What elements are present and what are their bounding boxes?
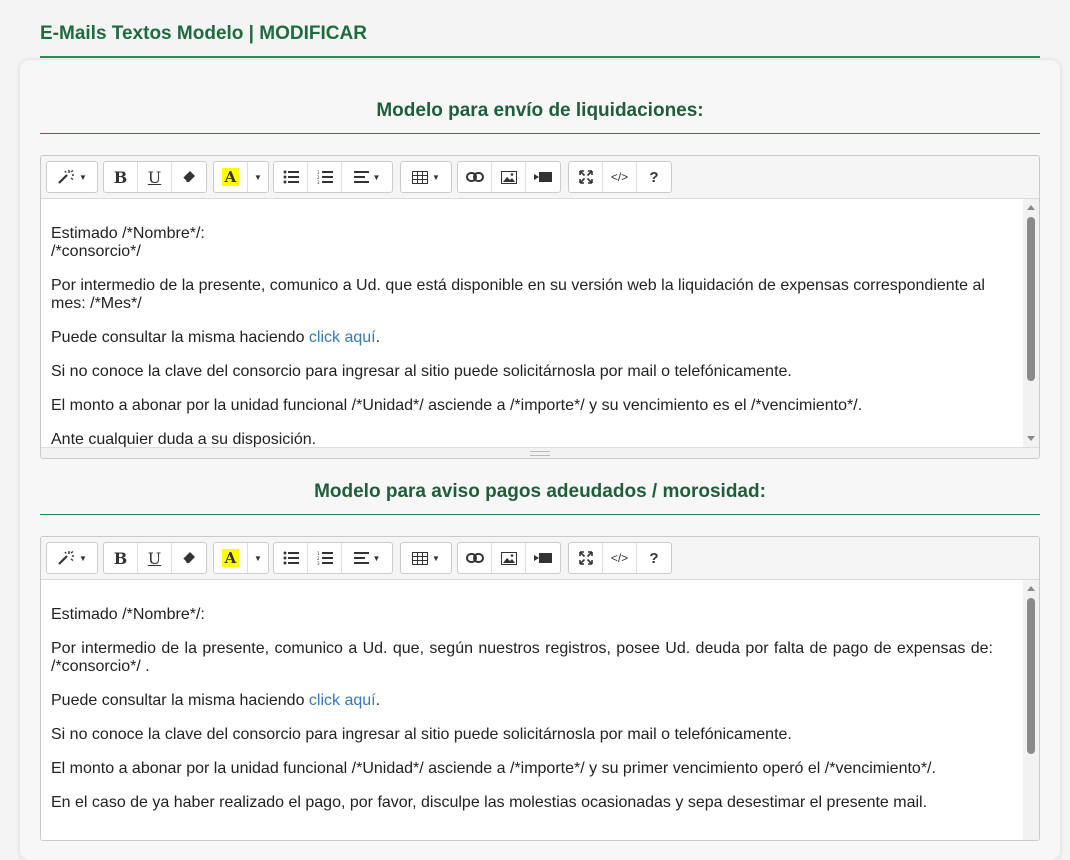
eraser-icon (182, 551, 196, 565)
insert-table-button[interactable] (401, 162, 451, 192)
scroll-up-arrow[interactable] (1027, 205, 1035, 210)
section-divider (40, 133, 1040, 134)
underline-button[interactable]: U (138, 162, 172, 192)
paragraph: Por intermedio de la presente, comunico a Ud. que está disponible en su versión web la liquidación de expensas correspondiente al mes: /*Mes*/ (51, 277, 985, 312)
svg-text:1: 1 (316, 551, 320, 556)
paragraph: Por intermedio de la presente, comunico a Ud. que, según nuestros registros, posee Ud. deuda por falta de pago de expensas de: /*consorcio*/ . (51, 640, 993, 675)
paragraph: Estimado /*Nombre*/: (51, 606, 205, 623)
section-title-liquidaciones: Modelo para envío de liquidaciones: (376, 100, 704, 121)
chevron-down-icon: ▼ (372, 172, 381, 182)
help-icon: ? (649, 168, 659, 186)
align-left-icon (354, 171, 369, 183)
color-group (213, 542, 269, 574)
code-icon: </> (610, 170, 629, 184)
image-icon (501, 552, 517, 565)
style-group (46, 161, 98, 193)
ordered-list-button[interactable] (308, 543, 342, 573)
insert-image-button[interactable] (492, 162, 526, 192)
code-view-button[interactable] (603, 162, 637, 192)
section-title-morosidad: Modelo para aviso pagos adeudados / morosidad: (314, 481, 766, 502)
link-icon (466, 172, 484, 182)
bullet-list-icon (283, 551, 299, 565)
font-group (103, 542, 207, 574)
svg-text:2: 2 (316, 556, 320, 561)
grip-icon (530, 451, 550, 456)
unordered-list-button[interactable] (274, 543, 308, 573)
scroll-thumb[interactable] (1027, 598, 1035, 754)
underline-button[interactable]: U (138, 543, 172, 573)
page-header (40, 20, 1040, 58)
page-title: E-Mails Textos Modelo | MODIFICAR (40, 23, 367, 44)
help-icon: ? (649, 549, 659, 567)
magic-wand-icon (57, 550, 75, 566)
align-left-icon (354, 552, 369, 564)
scroll-thumb[interactable] (1027, 217, 1035, 381)
clear-format-button[interactable] (172, 543, 206, 573)
view-group (568, 542, 672, 574)
svg-text:3: 3 (316, 180, 320, 184)
paragraph-group (273, 542, 393, 574)
paragraph: Puede consultar la misma haciendo click aquí. (51, 692, 381, 709)
section-divider (40, 514, 1040, 515)
editor-content[interactable] (41, 199, 1039, 447)
code-view-button[interactable] (603, 543, 637, 573)
paragraph: Ante cualquier duda a su disposición. (51, 431, 317, 447)
svg-text:1: 1 (316, 170, 320, 175)
insert-link-button[interactable] (458, 162, 492, 192)
insert-video-button[interactable] (526, 543, 560, 573)
eraser-icon (182, 170, 196, 184)
insert-link-button[interactable] (458, 543, 492, 573)
color-dropdown-button[interactable] (248, 543, 268, 573)
click-here-link[interactable]: click aquí (308, 692, 376, 709)
align-button[interactable] (342, 162, 392, 192)
chevron-down-icon: ▼ (432, 172, 440, 182)
link-icon (466, 553, 484, 563)
paragraph-group (273, 161, 393, 193)
insert-group (457, 542, 561, 574)
numbered-list-icon (317, 170, 333, 184)
fullscreen-icon (579, 551, 593, 565)
help-button[interactable] (637, 162, 671, 192)
paragraph: El monto a abonar por la unidad funcional /*Unidad*/ asciende a /*importe*/ y su vencimiento es el /*vencimiento*/. (51, 397, 863, 414)
bold-button[interactable]: B (104, 162, 138, 192)
clear-format-button[interactable] (172, 162, 206, 192)
paragraph: Estimado /*Nombre*/: /*consorcio*/ (51, 225, 205, 260)
paragraph: Si no conoce la clave del consorcio para ingresar al sitio puede solicitárnosla por mail o telefónicamente. (51, 363, 792, 380)
editor-toolbar (41, 156, 1039, 199)
svg-text:3: 3 (316, 561, 320, 565)
chevron-down-icon: ▼ (432, 553, 440, 563)
chevron-down-icon: ▼ (254, 553, 262, 563)
paragraph: Puede consultar la misma haciendo click aquí. (51, 329, 381, 346)
insert-image-button[interactable] (492, 543, 526, 573)
insert-group (457, 161, 561, 193)
editor-liquidaciones (40, 155, 1040, 459)
click-here-link[interactable]: click aquí (308, 329, 376, 346)
paragraph: En el caso de ya haber realizado el pago, por favor, disculpe las molestias ocasionadas y sepa desestimar el presente mail. (51, 794, 928, 811)
scroll-down-arrow[interactable] (1027, 436, 1035, 441)
view-group (568, 161, 672, 193)
editor-toolbar (41, 537, 1039, 580)
help-button[interactable] (637, 543, 671, 573)
code-icon: </> (610, 551, 629, 565)
font-group (103, 161, 207, 193)
editor-morosidad (40, 536, 1040, 841)
video-icon (534, 171, 552, 183)
scroll-up-arrow[interactable] (1027, 586, 1035, 591)
table-group (400, 542, 452, 574)
table-icon (412, 171, 428, 184)
color-group (213, 161, 269, 193)
fullscreen-button[interactable] (569, 543, 603, 573)
style-group (46, 542, 98, 574)
text-color-icon: A (222, 168, 240, 186)
resize-handle[interactable] (41, 447, 1039, 458)
bullet-list-icon (283, 170, 299, 184)
paragraph: Si no conoce la clave del consorcio para ingresar al sitio puede solicitárnosla por mail o telefónicamente. (51, 726, 792, 743)
scrollbar[interactable] (1023, 199, 1039, 447)
fullscreen-button[interactable] (569, 162, 603, 192)
paragraph: El monto a abonar por la unidad funcional /*Unidad*/ asciende a /*importe*/ y su primer vencimiento operó el /*vencimiento*/. (51, 760, 936, 777)
fullscreen-icon (579, 170, 593, 184)
table-group (400, 161, 452, 193)
scrollbar[interactable] (1023, 580, 1039, 840)
chevron-down-icon: ▼ (372, 553, 381, 563)
image-icon (501, 171, 517, 184)
editor-content[interactable] (41, 580, 1039, 840)
bold-button[interactable]: B (104, 543, 138, 573)
text-color-icon: A (222, 549, 240, 567)
video-icon (534, 552, 552, 564)
style-button[interactable] (47, 543, 97, 573)
chevron-down-icon: ▼ (79, 172, 87, 182)
highlight-color-button[interactable] (214, 162, 248, 192)
color-dropdown-button[interactable] (248, 162, 268, 192)
svg-text:2: 2 (316, 175, 320, 180)
highlight-color-button[interactable] (214, 543, 248, 573)
align-button[interactable] (342, 543, 392, 573)
insert-video-button[interactable] (526, 162, 560, 192)
table-icon (412, 552, 428, 565)
unordered-list-button[interactable] (274, 162, 308, 192)
numbered-list-icon (317, 551, 333, 565)
magic-wand-icon (57, 169, 75, 185)
style-button[interactable] (47, 162, 97, 192)
ordered-list-button[interactable] (308, 162, 342, 192)
chevron-down-icon: ▼ (254, 172, 262, 182)
chevron-down-icon: ▼ (79, 553, 87, 563)
insert-table-button[interactable] (401, 543, 451, 573)
